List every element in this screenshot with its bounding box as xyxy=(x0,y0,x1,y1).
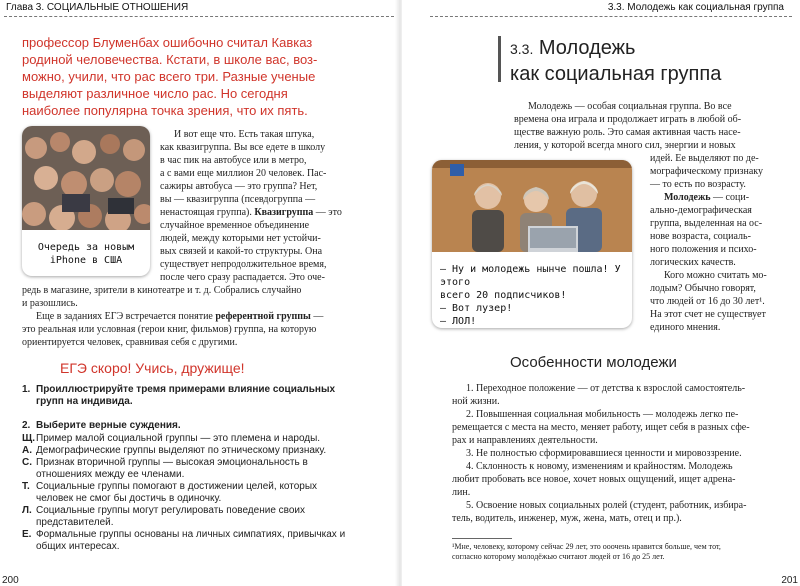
header-rule-right xyxy=(430,16,792,17)
meme-line: всего 20 подписчиков! xyxy=(440,290,567,301)
quasigroup-paragraph xyxy=(160,128,355,284)
meme-line: – Ну и молодежь нынче пошла! У этого xyxy=(440,264,621,288)
section-heading xyxy=(510,36,721,87)
photo-caption-line: iPhone в США xyxy=(49,255,123,266)
answer-option xyxy=(22,457,352,481)
text-line: существует непродолжительное время, xyxy=(160,259,327,270)
left-page xyxy=(0,0,398,586)
option-text: Демографические группы выделяют по этническому признаку. xyxy=(36,445,327,456)
text-line: как квазигруппа. Вы все едете в школу xyxy=(160,142,326,153)
answer-option xyxy=(22,445,352,457)
feature-line: лин. xyxy=(452,487,471,498)
footnote-rule xyxy=(452,538,512,539)
text-line: вы — квазигруппа (псевдогруппа — xyxy=(160,194,316,205)
intro-line: наиболее популярна точка зрения, что их пять. xyxy=(22,103,308,118)
page-number-left: 200 xyxy=(2,575,19,586)
youth-side-column xyxy=(650,152,776,334)
option-key: Е. xyxy=(22,529,32,540)
option-text: Пример малой социальной группы — это племена и народы. xyxy=(36,433,321,444)
text-fragment: Еще в заданиях ЕГЭ встречается понятие xyxy=(36,311,216,322)
answer-option xyxy=(22,505,352,529)
crowd-illustration xyxy=(22,126,150,230)
grannies-illustration xyxy=(432,160,632,252)
youth-intro-paragraph xyxy=(514,100,776,152)
text-line: нове возраста, социаль- xyxy=(650,231,751,242)
text-line: ного положения и психо- xyxy=(650,244,757,255)
section-number: 3.3. xyxy=(510,41,534,57)
task-number: 1. xyxy=(22,384,31,395)
section-title-line: как социальная группа xyxy=(510,63,722,85)
grannies-meme-photo xyxy=(432,160,632,328)
term-quasigroup: Квазигруппа xyxy=(254,207,314,218)
task-number: 2. xyxy=(22,420,31,431)
text-line xyxy=(160,206,355,219)
intro-line: родиной человечества. Кстати, в школе вас, воз- xyxy=(22,52,318,67)
features-title: Особенности молодежи xyxy=(510,354,677,371)
term-youth: Молодежь xyxy=(664,192,711,203)
page-number-right: 201 xyxy=(781,575,798,586)
meme-line: – ЛОЛ! xyxy=(440,316,477,327)
footnote xyxy=(452,542,782,562)
text-line: а с вами еще миллион 20 человек. Пас- xyxy=(160,168,327,179)
text-fragment: — это xyxy=(313,207,342,218)
text-line: людей, между которыми нет устойчи- xyxy=(160,233,321,244)
running-header-right: 3.3. Молодежь как социальная группа xyxy=(607,2,784,13)
answer-option xyxy=(22,433,352,445)
header-rule-left xyxy=(4,16,394,17)
text-line: ально-демографическая xyxy=(650,205,752,216)
feature-line: ремещается с места на место, меняет работу, ищет себя в разных сфе- xyxy=(452,422,750,433)
text-line: И вот еще что. Есть такая штука, xyxy=(174,129,315,140)
feature-line: любит пробовать все новое, хочет новых ощущений, ищет адрена- xyxy=(452,474,736,485)
text-line: — то есть по возрасту. xyxy=(650,179,746,190)
text-line: Кого можно считать мо- xyxy=(664,270,767,281)
quasigroup-paragraph-continued xyxy=(22,284,357,349)
text-line: и разошлись. xyxy=(22,298,78,309)
option-text: Социальные группы могут регулировать поведение своих представителей. xyxy=(36,505,306,528)
feature-line: 3. Не полностью сформировавшиеся ценности и мировоззрение. xyxy=(466,448,742,459)
feature-line: ной жизни. xyxy=(452,396,500,407)
photo-caption-line: Очередь за новым xyxy=(37,242,135,253)
title-bar xyxy=(498,36,501,82)
term-reference-group: референтной группы xyxy=(215,311,311,322)
option-key: Л. xyxy=(22,505,32,516)
text-line: мографическому признаку xyxy=(650,166,764,177)
ege-title: ЕГЭ скоро! Учись, дружище! xyxy=(60,360,245,376)
text-line: На этот счет не существует xyxy=(650,309,766,320)
intro-text xyxy=(22,34,367,119)
text-line: ориентируется человек, сравнивая себя с другими. xyxy=(22,337,238,348)
option-key: Т. xyxy=(22,481,30,492)
text-line: лодым? Обычно говорят, xyxy=(650,283,756,294)
answer-option xyxy=(22,481,352,505)
text-line: что людей от 16 до 30 лет¹. xyxy=(650,296,765,307)
intro-line: можно, учили, что рас всего три. Разные ученые xyxy=(22,69,316,84)
feature-line: 2. Повышенная социальная мобильность — молодежь легко пе- xyxy=(466,409,739,420)
answer-option xyxy=(22,529,352,553)
feature-line: тель, водитель, инженер, муж, жена, мать, отец и пр.). xyxy=(452,513,682,524)
right-page xyxy=(402,0,800,586)
text-line: случайное временное объединение xyxy=(160,220,310,231)
text-line: после чего сразу распадается. Это оче- xyxy=(160,272,325,283)
text-line: в час пик на автобусе или в метро, xyxy=(160,155,307,166)
task-1 xyxy=(22,384,352,408)
option-key: А. xyxy=(22,445,32,456)
feature-line: 5. Освоение новых социальных ролей (студент, работник, избира- xyxy=(466,500,747,511)
option-text: Социальные группы помогают в достижении целей, которых человек не смог бы достичь в одиночку. xyxy=(36,481,318,504)
task-2 xyxy=(22,420,352,553)
text-line: сажиры автобуса — это группа? Нет, xyxy=(160,181,318,192)
text-line: группа, выделенная на ос- xyxy=(650,218,763,229)
running-header-left: Глава 3. СОЦИАЛЬНЫЕ ОТНОШЕНИЯ xyxy=(6,2,189,13)
feature-line: рах и направлениях деятельности. xyxy=(452,435,598,446)
text-line: единого мнения. xyxy=(650,322,721,333)
text-line: вых связей и какой-то структуры. Она xyxy=(160,246,323,257)
features-list xyxy=(452,382,780,525)
task-text: Выберите верные суждения. xyxy=(36,420,181,431)
feature-line: 4. Склонность к новому, изменениям и крайностям. Молодежь xyxy=(466,461,733,472)
text-line: ществе важную роль. Это самая активная часть насе- xyxy=(514,127,741,138)
text-line: Молодежь — особая социальная группа. Во все xyxy=(528,101,732,112)
text-line: ления, у которой всегда много сил, энергии и новых xyxy=(514,140,736,151)
text-line xyxy=(650,191,776,204)
section-title-line: Молодежь xyxy=(538,37,636,59)
footnote-line: согласно которому молодёжью считают людей от 16 до 25 лет. xyxy=(452,552,665,561)
text-fragment: — xyxy=(310,311,324,322)
footnote-line: ¹Мне, человеку, которому сейчас 29 лет, это ооочень нравится больше, чем тот, xyxy=(452,542,721,551)
task-text: Проиллюстрируйте тремя примерами влияние социальных групп на индивида. xyxy=(36,384,336,407)
option-text: Признак вторичной группы — высокая эмоциональность в отношениях между ее членами. xyxy=(36,457,308,480)
text-line: логических качеств. xyxy=(650,257,736,268)
option-key: С. xyxy=(22,457,32,468)
text-line xyxy=(22,310,357,323)
text-fragment: — соци- xyxy=(710,192,750,203)
intro-line: выделяют различное число рас. Но сегодня xyxy=(22,86,288,101)
intro-line: профессор Блуменбах ошибочно считал Кавказ xyxy=(22,35,313,50)
option-key: Щ. xyxy=(22,433,35,444)
option-text: Формальные группы основаны на личных симпатиях, привычках и общих интересах. xyxy=(36,529,346,552)
text-line: редь в магазине, зрители в кинотеатре и т. д. Собрались случайно xyxy=(22,285,302,296)
text-line: времена она играла и продолжает играть в любой об- xyxy=(514,114,742,125)
text-fragment: ненастоящая группа). xyxy=(160,207,252,218)
text-line: это реальная или условная (герои книг, фильмов) группа, на которую xyxy=(22,324,317,335)
iphone-queue-photo xyxy=(22,126,150,276)
text-line: идей. Ее выделяют по де- xyxy=(650,153,759,164)
meme-line: – Вот лузер! xyxy=(440,303,513,314)
feature-line: 1. Переходное положение — от детства к взрослой самостоятель- xyxy=(466,383,746,394)
